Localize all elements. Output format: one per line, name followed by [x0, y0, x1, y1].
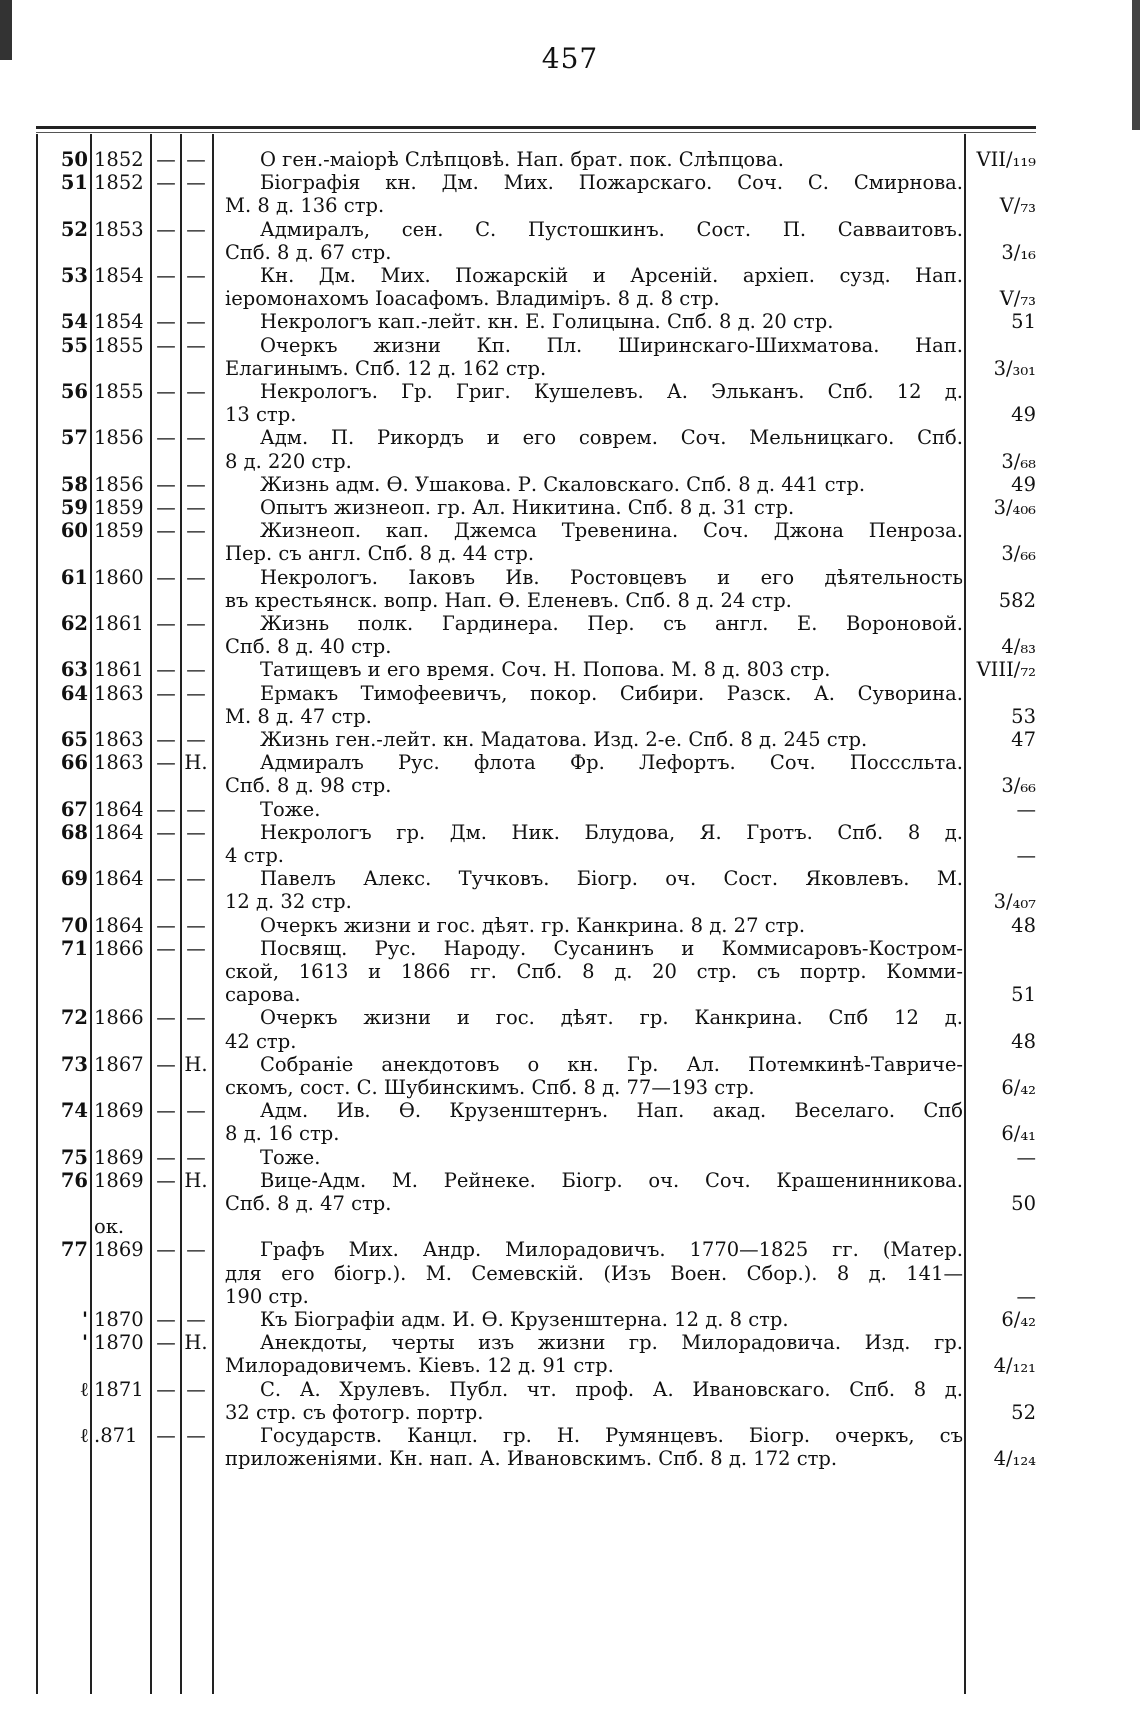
entry-reference: 53 [1011, 704, 1036, 728]
entry-mark-1: — [156, 913, 176, 937]
entry-number: 54 [60, 310, 88, 334]
entry-mark-1: — [156, 867, 176, 891]
table-row [0, 473, 1140, 497]
table-row [0, 1424, 1140, 1448]
entry-mark-1: — [156, 519, 176, 543]
entry-year: 1866 [94, 936, 144, 960]
entry-text-line: С. А. Хрулевъ. Публ. чт. проф. А. Ивановскаго. Спб. 8 д. [260, 1377, 963, 1401]
entry-mark-1: — [156, 472, 176, 496]
entry-text-line: Посвящ. Рус. Народу. Сусанинъ и Коммисаровъ-Костром- [260, 936, 963, 960]
entry-year: .871 [94, 1424, 138, 1447]
entry-number: 62 [60, 612, 88, 635]
entry-reference: 6/₄₁ [1001, 1122, 1036, 1146]
entry-text-line: 13 стр. [225, 403, 297, 427]
entry-mark-1: — [156, 728, 176, 751]
entry-text-line: Очеркъ жизни Кп. Пл. Ширинскаго-Шихматова. Нап. [260, 333, 963, 357]
entry-number: 59 [60, 496, 88, 519]
entry-number: 73 [60, 1052, 88, 1076]
entry-year: 1859 [94, 496, 144, 519]
table-row [0, 1238, 1140, 1262]
entry-year: 1854 [94, 264, 144, 287]
entry-number: 75 [60, 1145, 88, 1169]
entry-text-line: Тоже. [260, 797, 321, 821]
entry-number: 60 [60, 519, 88, 543]
entry-number: 77 [60, 1238, 88, 1262]
entry-text-line: Государств. Канцл. гр. Н. Румянцевъ. Біогр. очеркъ, съ [260, 1424, 963, 1447]
entry-year: 1866 [94, 1006, 144, 1030]
entry-text-line: М. 8 д. 47 стр. [225, 704, 372, 728]
entry-text-line: въ крестьянск. вопр. Нап. Ѳ. Еленевъ. Спб. 8 д. 24 стр. [225, 588, 792, 612]
entry-year: 1853 [94, 217, 144, 241]
table-row [0, 264, 1140, 288]
table-row [0, 566, 1140, 590]
entry-text-line: 8 д. 220 стр. [225, 449, 352, 473]
entry-text-line: Къ Біографіи адм. И. Ѳ. Крузенштерна. 12 д. 8 стр. [260, 1308, 789, 1331]
entry-year: 1869 [94, 1099, 144, 1123]
table-row [0, 914, 1140, 938]
entry-year: 1867 [94, 1052, 144, 1076]
entry-text-line: Милорадовичемъ. Кіевъ. 12 д. 91 стр. [225, 1354, 614, 1378]
entry-text-line: приложеніями. Кн. нап. А. Ивановскимъ. Спб. 8 д. 172 стр. [225, 1447, 838, 1471]
entry-number: 69 [60, 867, 88, 891]
entry-number: ' [82, 1308, 88, 1331]
entry-number: 66 [60, 751, 88, 775]
entry-text-line: Пер. съ англ. Спб. 8 д. 44 стр. [225, 542, 535, 566]
entry-reference: 47 [1011, 728, 1036, 751]
entry-text-line: Спб. 8 д. 47 стр. [225, 1192, 392, 1215]
table-row [0, 751, 1140, 775]
entry-reference: VIII/₇₂ [976, 658, 1036, 682]
entry-reference: V/₇₃ [999, 194, 1036, 218]
entry-text-line: Очеркъ жизни и гос. дѣят. гр. Канкрина. 8 д. 27 стр. [260, 913, 806, 937]
table-row [0, 357, 1140, 381]
entry-mark-1: — [156, 1424, 176, 1447]
entry-text-line: Опытъ жизнеоп. гр. Ал. Никитина. Спб. 8 д. 31 стр. [260, 496, 795, 519]
entry-mark-2: — [186, 380, 206, 403]
entry-mark-1: — [156, 565, 176, 589]
entry-text-line: 32 стр. съ фотогр. портр. [225, 1400, 484, 1424]
entry-reference: 582 [998, 588, 1036, 612]
table-row [0, 682, 1140, 706]
entry-year: 1869 [94, 1168, 144, 1192]
entry-text-line: Некрологъ. Гр. Григ. Кушелевъ. А. Эльканъ. Спб. 12 д. [260, 380, 963, 403]
entry-mark-2: — [186, 519, 206, 543]
table-row [0, 798, 1140, 822]
entry-text-line: Тоже. [260, 1145, 321, 1169]
header-rule-thin [36, 132, 1036, 133]
entry-reference: 49 [1011, 472, 1036, 496]
entry-mark-1: — [156, 217, 176, 241]
table-row [0, 1308, 1140, 1332]
entry-text-line: Спб. 8 д. 67 стр. [225, 240, 392, 264]
entry-year-prefix: ок. [94, 1215, 125, 1239]
entry-mark-2: — [186, 936, 206, 960]
entry-year: 1864 [94, 820, 144, 844]
entry-year: 1870 [94, 1331, 144, 1355]
entry-year: 1869 [94, 1145, 144, 1169]
entry-year: 1863 [94, 681, 144, 705]
entry-year: 1869 [94, 1238, 144, 1262]
entry-mark-1: — [156, 1331, 176, 1355]
entry-number: 63 [60, 658, 88, 682]
entry-text-line: Спб. 8 д. 98 стр. [225, 774, 392, 798]
table-row [0, 403, 1140, 427]
entry-mark-2: Н. [184, 1331, 208, 1355]
entry-number: 70 [60, 913, 88, 937]
entry-mark-2: — [186, 1424, 206, 1447]
entry-text-line: для его біогр.). М. Семевскій. (Изъ Воен. Сбор.). 8 д. 141— [225, 1261, 963, 1285]
table-row [0, 937, 1140, 961]
table-row [0, 612, 1140, 636]
entry-text-line: 12 д. 32 стр. [225, 890, 352, 914]
table-row [0, 1006, 1140, 1030]
entry-number: 65 [60, 728, 88, 751]
entry-text-line: Кн. Дм. Мих. Пожарскій и Арсеній. архіеп. сузд. Нап. [260, 264, 963, 287]
table-row [0, 1076, 1140, 1100]
entry-reference: — [1016, 1145, 1036, 1169]
entry-reference: 6/₄₂ [1001, 1308, 1036, 1331]
entry-text-line: Жизнеоп. кап. Джемса Тревенина. Соч. Джона Пенроза. [260, 519, 963, 543]
entry-text-line: Некрологъ гр. Дм. Ник. Блудова, Я. Гротъ. Спб. 8 д. [260, 820, 963, 844]
entry-year: 1864 [94, 867, 144, 891]
entry-mark-2: — [186, 728, 206, 751]
entry-year: 1852 [94, 148, 144, 171]
entry-mark-1: — [156, 936, 176, 960]
entry-mark-2: — [186, 1238, 206, 1262]
entry-number: ℓ [80, 1424, 88, 1447]
table-row [0, 960, 1140, 984]
entry-reference: 52 [1011, 1400, 1036, 1424]
entry-year: 1863 [94, 751, 144, 775]
entry-mark-1: — [156, 751, 176, 775]
entry-mark-2: — [186, 1145, 206, 1169]
table-row [0, 218, 1140, 242]
entry-number: 57 [60, 426, 88, 450]
entry-mark-2: — [186, 472, 206, 496]
entry-mark-2: — [186, 820, 206, 844]
table-row [0, 890, 1140, 914]
entry-text-line: іеромонахомъ Іоасафомъ. Владиміръ. 8 д. 8 стр. [225, 287, 720, 311]
entry-mark-1: — [156, 264, 176, 287]
entry-text-line: сарова. [225, 983, 301, 1007]
table-row [0, 148, 1140, 172]
entry-reference: 4/₁₂₁ [993, 1354, 1036, 1378]
entry-text-line: Вице-Адм. М. Рейнеке. Біогр. оч. Соч. Крашенинникова. [260, 1168, 963, 1192]
entry-text-line: М. 8 д. 136 стр. [225, 194, 385, 218]
entry-year: 1861 [94, 658, 144, 682]
entry-text-line: Адмиралъ Рус. флота Фр. Лефортъ. Соч. Посссльта. [260, 751, 963, 775]
entry-mark-2: — [186, 913, 206, 937]
entry-text-line: 42 стр. [225, 1029, 297, 1053]
entry-reference: 3/₃₀₁ [993, 356, 1036, 380]
table-row [0, 1262, 1140, 1286]
entry-year: 1864 [94, 797, 144, 821]
entry-year: 1852 [94, 171, 144, 195]
entry-mark-2: — [186, 310, 206, 334]
entry-mark-1: — [156, 171, 176, 195]
entry-reference: 51 [1011, 983, 1036, 1007]
table-row [0, 635, 1140, 659]
table-row [0, 1378, 1140, 1402]
entry-reference: 3/₆₈ [1001, 449, 1036, 473]
entry-mark-2: — [186, 148, 206, 171]
entry-mark-2: — [186, 1308, 206, 1331]
entry-number: 74 [60, 1099, 88, 1123]
table-row [0, 426, 1140, 450]
table-row [0, 1099, 1140, 1123]
entry-reference: — [1016, 844, 1036, 867]
entry-year: 1854 [94, 310, 144, 334]
entry-text-line: О ген.-маіорѣ Слѣпцовѣ. Нап. брат. пок. Слѣпцова. [260, 148, 784, 171]
table-row [0, 1169, 1140, 1193]
entry-number: 55 [60, 333, 88, 357]
entry-number: 58 [60, 472, 88, 496]
entry-reference: VII/₁₁₉ [976, 148, 1036, 171]
entry-mark-1: — [156, 797, 176, 821]
entry-number: 67 [60, 797, 88, 821]
entry-number: 50 [60, 148, 88, 171]
entry-year: 1856 [94, 472, 144, 496]
entry-mark-1: — [156, 1168, 176, 1192]
entry-text-line: 8 д. 16 стр. [225, 1122, 340, 1146]
table-row [0, 450, 1140, 474]
entry-reference: 3/₄₀₇ [993, 890, 1036, 914]
entry-number: 53 [60, 264, 88, 287]
entry-number: 68 [60, 820, 88, 844]
entry-reference: — [1016, 797, 1036, 821]
table-row [0, 241, 1140, 265]
entry-number: 56 [60, 380, 88, 403]
entry-text-line: Адмиралъ, сен. С. Пустошкинъ. Сост. П. Савваитовъ. [260, 217, 963, 241]
entry-text-line: Елагинымъ. Спб. 12 д. 162 стр. [225, 356, 547, 380]
table-row [0, 1053, 1140, 1077]
entry-mark-2: — [186, 612, 206, 635]
entry-number: ' [82, 1331, 88, 1355]
entry-text-line: Графъ Мих. Андр. Милорадовичъ. 1770—1825 гг. (Матер. [260, 1238, 963, 1262]
entry-reference: 48 [1011, 1029, 1036, 1053]
entry-reference: 3/₆₆ [1001, 542, 1036, 566]
entry-text-line: 4 стр. [225, 844, 284, 867]
table-row [0, 983, 1140, 1007]
table-row [0, 1030, 1140, 1054]
entry-mark-1: — [156, 1377, 176, 1401]
table-row [0, 542, 1140, 566]
table-row [0, 310, 1140, 334]
entry-mark-1: — [156, 310, 176, 334]
entry-mark-2: — [186, 1377, 206, 1401]
table-row [0, 705, 1140, 729]
entry-text-line: Ермакъ Тимофеевичъ, покор. Сибири. Разск. А. Суворина. [260, 681, 963, 705]
entry-mark-2: — [186, 797, 206, 821]
entry-text-line: Біографія кн. Дм. Мих. Пожарскаго. Соч. С. Смирнова. [260, 171, 963, 195]
entry-mark-2: — [186, 565, 206, 589]
table-row [0, 1122, 1140, 1146]
entry-text-line: ской, 1613 и 1866 гг. Спб. 8 д. 20 стр. съ портр. Комми- [225, 960, 963, 983]
table-row [0, 194, 1140, 218]
entry-reference: 3/₁₆ [1001, 240, 1036, 264]
entry-mark-1: — [156, 612, 176, 635]
entry-text-line: Жизнь полк. Гардинера. Пер. съ англ. Е. Вороновой. [260, 612, 963, 635]
header-rule [36, 126, 1036, 129]
entry-number: 51 [60, 171, 88, 195]
entry-number: 52 [60, 217, 88, 241]
entry-text-line: Жизнь ген.-лейт. кн. Мадатова. Изд. 2-е. Спб. 8 д. 245 стр. [260, 728, 868, 751]
table-row [0, 658, 1140, 682]
table-row [0, 334, 1140, 358]
table-row [0, 496, 1140, 520]
entry-text-line: скомъ, сост. С. Шубинскимъ. Спб. 8 д. 77—193 стр. [225, 1076, 755, 1099]
entry-text-line: 190 стр. [225, 1284, 309, 1308]
entry-mark-2: — [186, 1006, 206, 1030]
entry-reference: 3/₄₀₆ [993, 496, 1036, 519]
table-row [0, 844, 1140, 868]
entry-year: 1871 [94, 1377, 144, 1401]
table-row [0, 519, 1140, 543]
entry-number: 76 [60, 1168, 88, 1192]
entry-mark-2: — [186, 496, 206, 519]
entry-year: 1856 [94, 426, 144, 450]
entry-mark-1: — [156, 1145, 176, 1169]
entry-year: 1855 [94, 333, 144, 357]
entry-mark-2: — [186, 867, 206, 891]
table-row [0, 867, 1140, 891]
entry-mark-1: — [156, 1238, 176, 1262]
table-row [0, 1192, 1140, 1216]
entry-mark-2: — [186, 658, 206, 682]
entry-year: 1863 [94, 728, 144, 751]
entry-mark-1: — [156, 496, 176, 519]
entry-year-prefix-row [0, 1215, 1140, 1239]
table-row [0, 1331, 1140, 1355]
table-row [0, 1401, 1140, 1425]
table-row [0, 1285, 1140, 1309]
entry-mark-2: — [186, 171, 206, 195]
entry-number: 61 [60, 565, 88, 589]
entry-text-line: Адм. Ив. Ѳ. Крузенштернъ. Нап. акад. Веселаго. Спб [260, 1099, 963, 1123]
table-row [0, 380, 1140, 404]
entry-reference: 51 [1011, 310, 1036, 334]
entry-number: 64 [60, 681, 88, 705]
entry-reference: — [1016, 1284, 1036, 1308]
entry-text-line: Спб. 8 д. 40 стр. [225, 635, 392, 659]
entry-mark-1: — [156, 333, 176, 357]
entry-text-line: Павелъ Алекс. Тучковъ. Біогр. оч. Сост. Яковлевъ. М. [260, 867, 963, 891]
table-row [0, 589, 1140, 613]
entry-year: 1870 [94, 1308, 144, 1331]
entry-text-line: Собраніе анекдотовъ о кн. Гр. Ал. Потемкинѣ-Тавриче- [260, 1052, 963, 1076]
entry-mark-1: — [156, 1006, 176, 1030]
entry-text-line: Татищевъ и его время. Соч. Н. Попова. М. 8 д. 803 стр. [260, 658, 831, 682]
entry-mark-2: Н. [184, 751, 208, 775]
entry-reference: 48 [1011, 913, 1036, 937]
entry-mark-2: Н. [184, 1052, 208, 1076]
entry-mark-2: — [186, 426, 206, 450]
table-row [0, 1447, 1140, 1471]
table-row [0, 728, 1140, 752]
table-row [0, 821, 1140, 845]
table-row [0, 287, 1140, 311]
entry-mark-2: — [186, 681, 206, 705]
entry-number: 72 [60, 1006, 88, 1030]
entry-mark-1: — [156, 820, 176, 844]
table-row [0, 774, 1140, 798]
entry-mark-2: Н. [184, 1168, 208, 1192]
entry-text-line: Некрологъ. Іаковъ Ив. Ростовцевъ и его дѣятельность [260, 565, 963, 589]
entry-year: 1864 [94, 913, 144, 937]
entry-number: ℓ [80, 1377, 88, 1401]
entry-reference: 50 [1011, 1192, 1036, 1215]
entry-year: 1861 [94, 612, 144, 635]
entry-year: 1855 [94, 380, 144, 403]
entry-mark-2: — [186, 333, 206, 357]
entry-reference: 4/₁₂₄ [993, 1447, 1036, 1471]
entry-mark-1: — [156, 658, 176, 682]
page-number: 457 [541, 42, 599, 75]
entry-reference: 3/₆₆ [1001, 774, 1036, 798]
table-row [0, 1354, 1140, 1378]
entry-mark-1: — [156, 681, 176, 705]
entry-text-line: Очеркъ жизни и гос. дѣят. гр. Канкрина. Спб 12 д. [260, 1006, 963, 1030]
entry-year: 1859 [94, 519, 144, 543]
entry-year: 1860 [94, 565, 144, 589]
entry-number: 71 [60, 936, 88, 960]
table-row [0, 171, 1140, 195]
entry-mark-2: — [186, 264, 206, 287]
entry-mark-1: — [156, 148, 176, 171]
entry-mark-2: — [186, 217, 206, 241]
entry-mark-1: — [156, 1052, 176, 1076]
entry-mark-1: — [156, 426, 176, 450]
entry-text-line: Некрологъ кап.-лейт. кн. Е. Голицына. Спб. 8 д. 20 стр. [260, 310, 834, 334]
entry-text-line: Адм. П. Рикордъ и его соврем. Соч. Мельницкаго. Спб. [260, 426, 963, 450]
entry-text-line: Анекдоты, черты изъ жизни гр. Милорадовича. Изд. гр. [260, 1331, 963, 1355]
entry-mark-2: — [186, 1099, 206, 1123]
table-row [0, 1146, 1140, 1170]
entry-reference: 49 [1011, 403, 1036, 427]
entry-reference: V/₇₃ [999, 287, 1036, 311]
entry-mark-1: — [156, 380, 176, 403]
entry-mark-1: — [156, 1308, 176, 1331]
entry-reference: 6/₄₂ [1001, 1076, 1036, 1099]
entry-mark-1: — [156, 1099, 176, 1123]
entry-reference: 4/₈₃ [1001, 635, 1036, 659]
entry-text-line: Жизнь адм. Ѳ. Ушакова. Р. Скаловскаго. Спб. 8 д. 441 стр. [260, 472, 866, 496]
